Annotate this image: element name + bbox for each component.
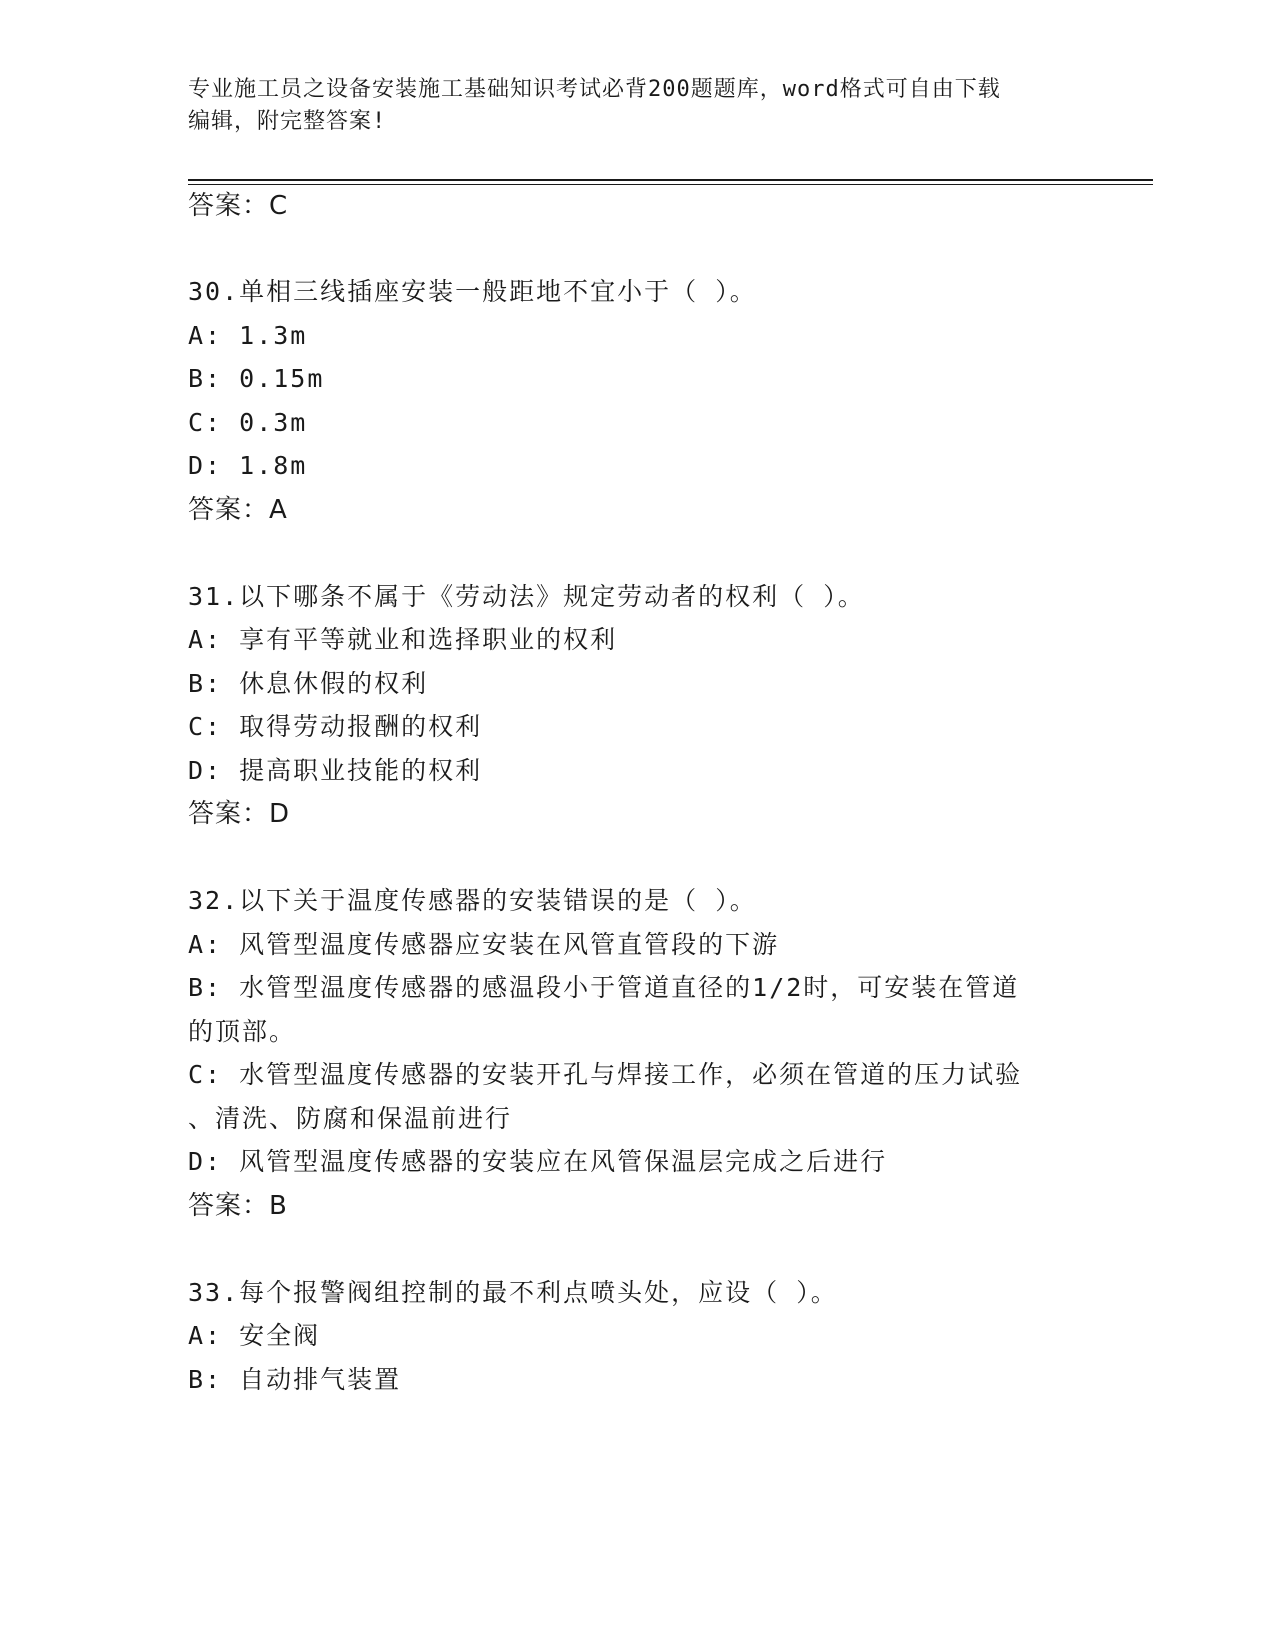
question-32-option-d: D: 风管型温度传感器的安装应在风管保温层完成之后进行 <box>188 1147 888 1176</box>
question-33-option-b: B: 自动排气装置 <box>188 1365 402 1394</box>
question-31-option-c: C: 取得劳动报酬的权利 <box>188 712 483 741</box>
question-32-option-b: B: 水管型温度传感器的感温段小于管道直径的1/2时，可安装在管道 <box>188 973 1020 1002</box>
question-32-stem: 32.以下关于温度传感器的安装错误的是（ ）。 <box>188 886 757 915</box>
question-32-answer: 答案：B <box>188 1191 288 1221</box>
question-30-answer: 答案：A <box>188 495 288 525</box>
header-line-1: 专业施工员之设备安装施工基础知识考试必背200题题库，word格式可自由下载 <box>188 77 1001 102</box>
question-33-stem: 33.每个报警阀组控制的最不利点喷头处，应设（ ）。 <box>188 1278 838 1307</box>
question-31-answer: 答案：D <box>188 799 291 829</box>
header-line-2: 编辑，附完整答案! <box>188 109 387 134</box>
answer-prev: 答案：C <box>188 191 289 221</box>
question-30-stem: 30.单相三线插座安装一般距地不宜小于（ ）。 <box>188 277 757 306</box>
question-30-option-a: A: 1.3m <box>188 321 308 350</box>
document-header <box>188 74 1088 138</box>
question-31-option-d: D: 提高职业技能的权利 <box>188 756 483 785</box>
question-32-option-a: A: 风管型温度传感器应安装在风管直管段的下游 <box>188 930 780 959</box>
question-32-option-c: C: 水管型温度传感器的安装开孔与焊接工作，必须在管道的压力试验 <box>188 1060 1023 1089</box>
question-30-option-d: D: 1.8m <box>188 451 308 480</box>
question-30-option-c: C: 0.3m <box>188 408 308 437</box>
header-rule-thin <box>188 184 1153 185</box>
question-32-option-b-cont: 的顶部。 <box>188 1017 297 1046</box>
question-30-option-b: B: 0.15m <box>188 364 325 393</box>
question-33-option-a: A: 安全阀 <box>188 1321 321 1350</box>
question-31-option-a: A: 享有平等就业和选择职业的权利 <box>188 625 618 654</box>
question-31-stem: 31.以下哪条不属于《劳动法》规定劳动者的权利（ ）。 <box>188 582 865 611</box>
header-rule-thick <box>188 179 1153 181</box>
question-31-option-b: B: 休息休假的权利 <box>188 669 429 698</box>
question-32-option-c-cont: 、清洗、防腐和保温前进行 <box>188 1104 513 1133</box>
